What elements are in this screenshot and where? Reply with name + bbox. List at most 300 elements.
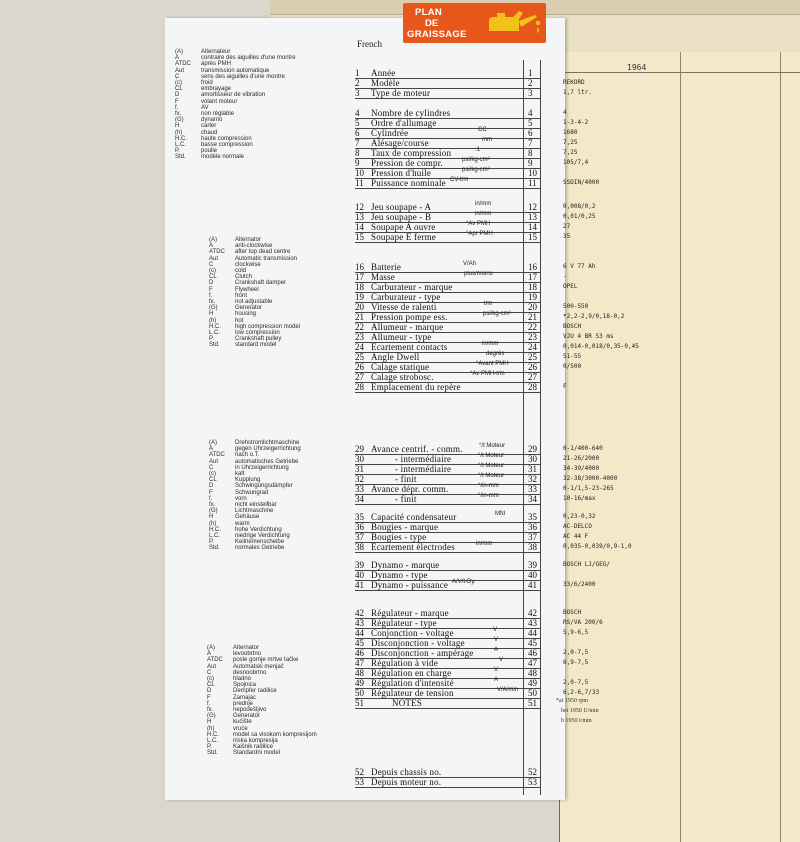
legend-abbreviation: fx. [209, 502, 216, 509]
legend-abbreviation: (h) [209, 520, 217, 527]
row-label: Allumeur - type [371, 332, 432, 342]
legend-meaning: cold [235, 268, 247, 275]
legend-meaning: Keilriemenscheibe [235, 539, 285, 546]
form-row-rule [355, 188, 540, 189]
row-number-right: 40 [528, 570, 537, 580]
row-number-right: 24 [528, 342, 537, 352]
legend-meaning: posle gornje mrtve tačke [233, 657, 299, 664]
row-number: 30 [355, 454, 364, 464]
row-label: Batterie [371, 262, 402, 272]
row-label: Bougies - type [371, 532, 427, 542]
legend-abbreviation: ATDC [209, 249, 225, 256]
legend-abbreviation: A [207, 651, 212, 658]
legend-abbreviation: F [209, 489, 213, 496]
legend-meaning: Clutch [235, 274, 253, 281]
row-unit: A [494, 677, 499, 683]
row-label: Vitesse de ralenti [371, 302, 437, 312]
legend-abbreviation: Std. [207, 750, 218, 757]
legend-abbreviation: L.C. [209, 533, 221, 540]
legend-meaning: Kaišnik radilice [233, 744, 274, 751]
legend-abbreviation: (h) [209, 317, 217, 324]
row-label: Jeu soupape - A [371, 202, 432, 212]
row-number-right: 14 [528, 222, 537, 232]
row-unit: °/in-mm [478, 483, 499, 489]
row-label: Emplacement du repère [371, 382, 461, 392]
row-number: 27 [355, 372, 364, 382]
row-value: REKORD [563, 79, 585, 86]
row-number-right: 52 [528, 767, 537, 777]
row-unit: t/m [484, 301, 493, 307]
row-number-right: 41 [528, 580, 537, 590]
row-number: 9 [355, 158, 360, 168]
row-value: 0,008/0,2 [563, 203, 596, 210]
row-number: 35 [355, 512, 364, 522]
row-number: 47 [355, 658, 364, 668]
row-number-right: 44 [528, 628, 537, 638]
row-unit: °/t Moteur [478, 473, 505, 479]
row-number-right: 15 [528, 232, 537, 242]
legend-abbreviation: H [175, 123, 180, 130]
year-header: 1964 [627, 63, 647, 72]
row-number: 29 [355, 444, 364, 454]
row-number: 3 [355, 88, 360, 98]
legend-abbreviation: (A) [207, 645, 215, 651]
row-number: 23 [355, 332, 364, 342]
row-number: 28 [355, 382, 364, 392]
legend-abbreviation: H.C. [207, 731, 219, 738]
row-value: 35 [563, 233, 571, 240]
legend-meaning: desnoobrtno [233, 669, 267, 676]
row-number: 37 [355, 532, 364, 542]
legend-meaning: gegen Uhrzeigerrichtung [235, 446, 301, 453]
row-label: Soupape A ouvre [371, 222, 436, 232]
row-unit: °/t Moteur [478, 463, 505, 469]
row-label: Régulation d'intensité [371, 678, 454, 688]
legend-abbreviation: (A) [209, 440, 217, 446]
row-value: 2,0-7,5 [563, 649, 589, 656]
row-value: 1,7 ltr. [563, 89, 592, 96]
row-unit: V/A/min [497, 687, 519, 693]
row-number: 46 [355, 648, 364, 658]
legend-meaning: embrayage [201, 86, 232, 93]
form-row-rule [355, 787, 540, 788]
row-number: 5 [355, 118, 360, 128]
row-value: 0,035-0,039/0,9-1,0 [563, 543, 632, 550]
legend-meaning: dynamo [201, 117, 223, 124]
row-label: Régulateur - marque [371, 608, 449, 618]
legend-abbreviation: L.C. [175, 142, 187, 149]
row-number-right: 19 [528, 292, 537, 302]
row-value: 1-3-4-2 [563, 119, 589, 126]
legend-abbreviation: CL [175, 86, 183, 93]
row-number-right: 53 [528, 777, 537, 787]
row-unit: plus/moins [464, 271, 493, 277]
row-number-right: 1 [528, 68, 533, 78]
row-value: SSDIN/4000 [563, 179, 600, 186]
row-number: 31 [355, 464, 364, 474]
legend-abbreviation: F [175, 98, 179, 105]
row-label: Bougies - marque [371, 522, 439, 532]
legend-meaning: haute compression [201, 135, 252, 142]
oil-can-icon [483, 5, 543, 41]
legend-meaning: niska kompresija [233, 738, 278, 745]
row-unit: Mfd [495, 511, 506, 517]
form-row-rule [355, 552, 540, 553]
legend-abbreviation: f. [207, 700, 211, 707]
row-value: 6,9-7,5 [563, 659, 589, 666]
row-number-right: 11 [528, 178, 537, 188]
row-number: 34 [355, 494, 364, 504]
row-number: 17 [355, 272, 364, 282]
row-label: Conjonction - voltage [371, 628, 454, 638]
row-number: 2 [355, 78, 360, 88]
legend-abbreviation: fx. [175, 111, 182, 118]
row-number-right: 31 [528, 464, 537, 474]
row-number: 53 [355, 777, 364, 787]
legend-entry [209, 342, 300, 348]
form-row-rule [355, 392, 540, 393]
row-unit: mm [482, 137, 492, 143]
row-number: 11 [355, 178, 364, 188]
row-label: Disconjonction - ampérage [371, 648, 474, 658]
legend-meaning: Crankshaft pulley [235, 336, 282, 343]
row-label: Nombre de cylindres [371, 108, 451, 118]
row-label: Type de moteur [371, 88, 431, 98]
legend-abbreviation: F [207, 694, 211, 701]
row-label: Depuis chassis no. [371, 767, 442, 777]
legend-abbreviation: H.C. [209, 526, 221, 533]
row-number-right: 38 [528, 542, 537, 552]
legend-meaning: low compression [235, 330, 280, 337]
legend-abbreviation: fx. [207, 707, 214, 714]
legend-abbreviation: CL [207, 682, 215, 689]
row-label: Ordre d'allumage [371, 118, 437, 128]
row-number-right: 7 [528, 138, 533, 148]
row-number-right: 28 [528, 382, 537, 392]
row-label: Calage strobosc. [371, 372, 434, 382]
row-value: 7,25 [563, 139, 578, 146]
legend-abbreviation: Std. [175, 154, 186, 161]
row-number: 51 [355, 698, 364, 708]
handwritten-note: b 1950 t/min [561, 718, 592, 724]
legend-meaning: sens des aiguilles d'une montre [201, 73, 285, 80]
row-value: RS/VA 200/6 [563, 619, 603, 626]
legend-meaning: nepodešljivo [233, 707, 267, 714]
legend-meaning: Flywheel [235, 286, 259, 293]
row-number: 39 [355, 560, 364, 570]
row-label: Ecartement contacts [371, 342, 448, 352]
legend-abbreviation: P. [207, 744, 212, 751]
row-unit: °Apr PMH [466, 231, 493, 237]
row-number: 32 [355, 474, 364, 484]
row-label: Régulation en charge [371, 668, 452, 678]
legend-meaning: housing [235, 311, 257, 318]
handwritten-note: bei 1950 U/min [561, 708, 599, 714]
legend-french [175, 49, 296, 161]
legend-english [209, 237, 300, 349]
legend-meaning: chaud [201, 129, 218, 136]
legend-abbreviation: L.C. [207, 738, 219, 745]
row-number: 6 [355, 128, 360, 138]
legend-abbreviation: A [209, 446, 214, 453]
legend-meaning: hohe Verdichtung [235, 526, 282, 533]
row-number: 50 [355, 688, 364, 698]
legend-abbreviation: P. [175, 148, 180, 155]
form-divider-right [540, 60, 541, 795]
row-number: 8 [355, 148, 360, 158]
row-number: 21 [355, 312, 364, 322]
legend-meaning: prednje [233, 700, 254, 707]
legend-meaning: Gehäuse [235, 514, 260, 521]
language-label: French [357, 39, 382, 49]
legend-meaning: non réglable [201, 111, 235, 118]
row-label: Puissance nominale [371, 178, 446, 188]
legend-abbreviation: f. [175, 104, 179, 111]
row-value: OPEL [563, 283, 578, 290]
legend-meaning: Automatic transmission [235, 255, 298, 262]
row-value: 7,25 [563, 149, 578, 156]
row-number: 7 [355, 138, 360, 148]
row-label: Régulateur - type [371, 618, 437, 628]
legend-meaning: Spojnica [233, 682, 257, 689]
legend-meaning: hladno [233, 676, 252, 683]
row-label: Pression de compr. [371, 158, 443, 168]
form-row-rule [355, 242, 540, 243]
row-number: 40 [355, 570, 364, 580]
legend-abbreviation: H [207, 719, 212, 726]
legend-abbreviation: H [209, 311, 214, 318]
form-row-rule [355, 474, 540, 475]
row-number: 13 [355, 212, 364, 222]
row-value: 2,0-7,5 [563, 679, 589, 686]
row-unit: in/mm [476, 541, 493, 547]
row-number-right: 48 [528, 668, 537, 678]
legend-meaning: Drehstromlichtmaschine [235, 440, 300, 446]
legend-meaning: Schwungrad [235, 489, 269, 496]
form-divider-mid [523, 60, 524, 795]
form-row-rule [355, 504, 540, 505]
row-number: 52 [355, 767, 364, 777]
legend-meaning: normales Getriebe [235, 545, 285, 552]
row-label: Ecartement électrodes [371, 542, 455, 552]
row-number-right: 51 [528, 698, 537, 708]
row-unit: V [494, 667, 499, 673]
legend-abbreviation: A [209, 243, 214, 250]
row-number: 33 [355, 484, 364, 494]
legend-abbreviation: f. [209, 495, 213, 502]
legend-meaning: Zamajac [233, 694, 257, 701]
legend-meaning: transmission automatique [201, 67, 270, 74]
row-value: 27 [563, 223, 571, 230]
legend-abbreviation: ATDC [209, 452, 225, 459]
row-number-right: 32 [528, 474, 537, 484]
form-row-rule [355, 590, 540, 591]
row-number-right: 12 [528, 202, 537, 212]
legend-abbreviation: H.C. [209, 323, 221, 330]
row-number-right: 6 [528, 128, 533, 138]
row-value: *2,2-2,9/0,18-0,2 [563, 313, 625, 320]
row-number: 12 [355, 202, 364, 212]
row-number: 24 [355, 342, 364, 352]
row-number-right: 22 [528, 322, 537, 332]
row-number-right: 10 [528, 168, 537, 178]
legend-abbreviation: D [207, 688, 212, 695]
row-label: Dynamo - type [371, 570, 428, 580]
row-label: Carburateur - marque [371, 282, 453, 292]
legend-abbreviation: A [175, 55, 180, 62]
row-unit: °/in-mm [478, 493, 499, 499]
legend-abbreviation: (G) [209, 508, 218, 515]
row-label: Calage statique [371, 362, 430, 372]
legend-meaning: in Uhrzeigerrichtung [235, 464, 289, 471]
legend-entry [209, 545, 301, 551]
legend-abbreviation: Aut [175, 67, 185, 74]
row-number: 44 [355, 628, 364, 638]
legend-meaning: after top dead centre [235, 249, 291, 256]
legend-abbreviation: ATDC [207, 657, 223, 664]
legend-meaning: model sa visokom kompresijom [233, 731, 317, 738]
legend-abbreviation: D [175, 92, 180, 99]
row-value: BOSCH [563, 323, 582, 330]
row-label: Soupape E ferme [371, 232, 436, 242]
row-number-right: 36 [528, 522, 537, 532]
row-number-right: 5 [528, 118, 533, 128]
legend-meaning: clockwise [235, 261, 261, 268]
row-unit: CC [478, 127, 487, 133]
row-unit: °/t Moteur [479, 443, 506, 449]
row-value: - [563, 273, 567, 280]
legend-abbreviation: (h) [175, 129, 183, 136]
row-number: 41 [355, 580, 364, 590]
row-value: 0-1/1,5-23-265 [563, 485, 614, 492]
row-label: Depuis moteur no. [371, 777, 442, 787]
row-label: - intermédiaire [395, 464, 452, 474]
row-unit: V [494, 637, 499, 643]
row-label: Dynamo - puissance [371, 580, 449, 590]
legend-german [209, 440, 301, 552]
row-label: Pression d'huile [371, 168, 432, 178]
row-label: - intermédiaire [395, 454, 452, 464]
row-number: 45 [355, 638, 364, 648]
legend-meaning: basse compression [201, 142, 253, 149]
row-value: 500-550 [563, 303, 589, 310]
legend-abbreviation: F [209, 286, 213, 293]
row-number-right: 16 [528, 262, 537, 272]
legend-abbreviation: (G) [209, 305, 218, 312]
row-unit: °Av PMH [466, 221, 491, 227]
legend-meaning: warm [235, 520, 250, 527]
legend-meaning: modèle normale [201, 154, 245, 161]
row-value: AC-DELCO [563, 523, 592, 530]
legend-meaning: Dempfer radilice [233, 688, 277, 695]
row-value: 32-38/3000-4000 [563, 475, 618, 482]
row-number-right: 4 [528, 108, 533, 118]
row-number: 18 [355, 282, 364, 292]
legend-meaning: volant moteur [201, 98, 238, 105]
legend-abbreviation: C [175, 73, 180, 80]
row-label: Jeu soupape - B [371, 212, 432, 222]
legend-meaning: vruće [233, 725, 248, 732]
row-number-right: 39 [528, 560, 537, 570]
row-label: Pression pompe ess. [371, 312, 448, 322]
row-unit: psi/kg-cm² [462, 157, 490, 163]
form-row-rule [355, 494, 540, 495]
legend-meaning: nach o.T. [235, 452, 260, 459]
legend-meaning: kućište [233, 719, 252, 726]
legend-abbreviation: ATDC [175, 61, 191, 68]
legend-abbreviation: P. [209, 539, 214, 546]
row-value: 5,9-6,5 [563, 629, 589, 636]
legend-meaning: standard model [235, 342, 277, 349]
legend-abbreviation: (h) [207, 725, 215, 732]
row-value: 1680 [563, 129, 578, 136]
row-unit: psi/kg-cm² [462, 167, 490, 173]
legend-croatian [207, 645, 317, 757]
row-number: 48 [355, 668, 364, 678]
row-number: 19 [355, 292, 364, 302]
row-number-right: 33 [528, 484, 537, 494]
legend-abbreviation: CL [209, 274, 217, 281]
legend-meaning: kalt [235, 471, 245, 478]
legend-abbreviation: (c) [209, 471, 216, 478]
row-label: Alésage/course [371, 138, 429, 148]
legend-meaning: automatisches Getriebe [235, 458, 299, 465]
row-label: Avance dépr. comm. [371, 484, 449, 494]
row-unit: A [494, 647, 499, 653]
row-label: Carburateur - type [371, 292, 441, 302]
legend-meaning: front [235, 292, 248, 299]
row-value: 0-1/400-640 [563, 445, 603, 452]
legend-meaning: froid [201, 80, 213, 87]
legend-meaning: Automatski menjač [233, 663, 284, 670]
row-value: BOSCH [563, 609, 582, 616]
legend-abbreviation: H [209, 514, 214, 521]
row-value: 21-26/2000 [563, 455, 600, 462]
row-label: Régulateur de tension [371, 688, 454, 698]
legend-meaning: Alternateur [201, 49, 231, 55]
handwritten-note: *at 1950 rpm [556, 698, 588, 704]
legend-meaning: Lichtmaschine [235, 508, 274, 515]
row-number-right: 17 [528, 272, 537, 282]
legend-meaning: niedrige Verdichtung [235, 533, 290, 540]
row-value: AC 44 F [563, 533, 589, 540]
row-number-right: 26 [528, 362, 537, 372]
row-value: BOSCH LJ/GEG/ [563, 561, 610, 568]
legend-abbreviation: D [209, 280, 214, 287]
row-number: 4 [355, 108, 360, 118]
row-number-right: 25 [528, 352, 537, 362]
legend-abbreviation: (G) [175, 117, 184, 124]
row-number-right: 3 [528, 88, 533, 98]
legend-abbreviation: H.C. [175, 135, 187, 142]
legend-meaning: high compression model [235, 323, 301, 330]
row-value: 33/6/2400 [563, 581, 596, 588]
legend-meaning: Kupplung [235, 477, 261, 484]
row-number-right: 23 [528, 332, 537, 342]
legend-abbreviation: CL [209, 477, 217, 484]
row-label: Disconjonction - voltage [371, 638, 465, 648]
row-unit: in/mm [475, 211, 492, 217]
plan-de-graissage-logo: PLAN DE GRAISSAGE [403, 3, 546, 43]
row-value: 6 V 77 Ah [563, 263, 596, 270]
row-number-right: 49 [528, 678, 537, 688]
row-number-right: 21 [528, 312, 537, 322]
legend-abbreviation: (A) [175, 49, 183, 55]
legend-entry [207, 750, 317, 756]
row-unit: psi/kg-cm² [483, 311, 511, 317]
row-label: Masse [371, 272, 395, 282]
row-number-right: 18 [528, 282, 537, 292]
